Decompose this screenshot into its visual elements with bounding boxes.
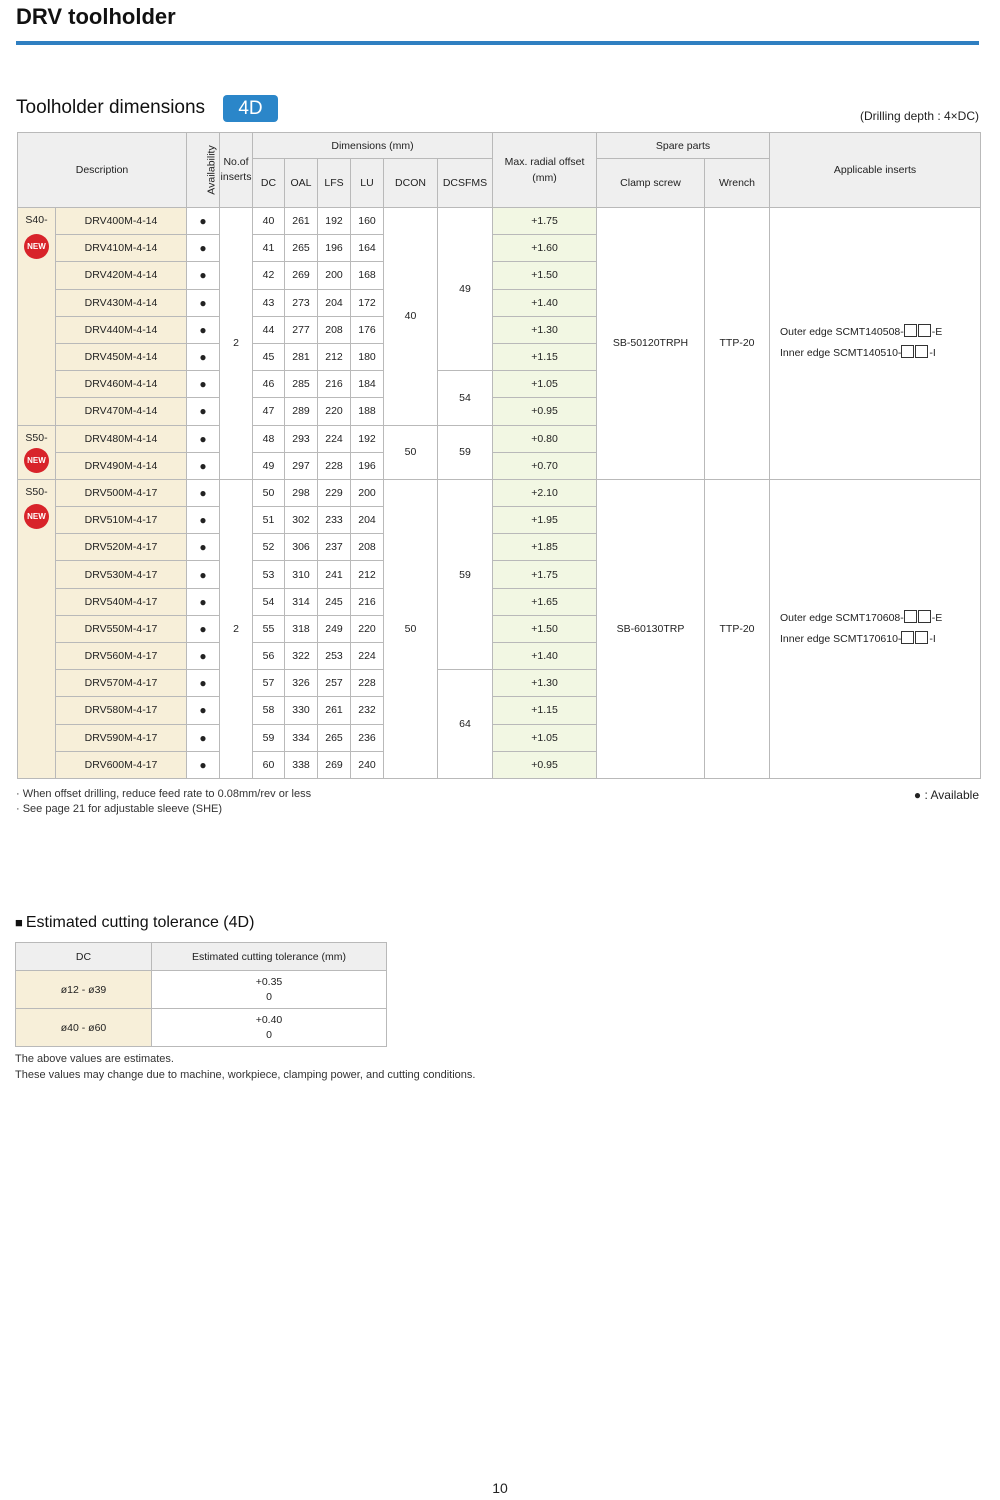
dcon-cell: 50 [384,425,438,479]
lu-cell: 208 [351,534,384,561]
new-badge: NEW [24,234,49,259]
table-row [16,1009,387,1047]
availability-dot: ● [187,343,220,370]
shank-group-s40: S40- NEW [18,208,56,426]
header-lu: LU [351,159,384,208]
lu-cell: 224 [351,643,384,670]
availability-dot: ● [187,452,220,479]
dc-cell: 46 [253,371,285,398]
oal-cell: 297 [285,452,318,479]
header-applicable-inserts: Applicable inserts [770,133,981,208]
oal-cell: 326 [285,670,318,697]
availability-dot: ● [187,479,220,506]
shank-group-s50: S50- NEW [18,425,56,479]
clamp-screw-cell: SB-60130TRP [597,479,705,778]
lfs-cell: 204 [318,289,351,316]
dc-cell: 57 [253,670,285,697]
dcsfms-cell: 54 [438,371,493,425]
inner-edge-insert: Inner edge SCMT170610- -I [780,632,936,645]
availability-dot: ● [187,724,220,751]
offset-cell: +0.95 [493,751,597,778]
lfs-cell: 237 [318,534,351,561]
placeholder-box-icon [904,324,917,337]
dcsfms-cell: 49 [438,208,493,371]
oal-cell: 277 [285,316,318,343]
square-bullet-icon: ■ [15,915,23,930]
offset-cell: +1.65 [493,588,597,615]
title-divider [16,41,979,45]
lfs-cell: 229 [318,479,351,506]
footnote-adjustable-sleeve: · See page 21 for adjustable sleeve (SHE) [16,803,223,815]
dc-cell: 55 [253,615,285,642]
header-oal: OAL [285,159,318,208]
placeholder-box-icon [918,324,931,337]
header-dcsfms: DCSFMS [438,159,493,208]
availability-dot: ● [187,289,220,316]
dc-cell: 59 [253,724,285,751]
footnote-offset-drilling: · When offset drilling, reduce feed rate to 0.08mm/rev or less [16,788,312,800]
description-cell: DRV500M-4-17 [56,479,187,506]
lfs-cell: 228 [318,452,351,479]
availability-dot: ● [187,561,220,588]
header-availability: Availability [187,133,220,208]
dc-cell: 58 [253,697,285,724]
offset-cell: +1.95 [493,507,597,534]
wrench-cell: TTP-20 [705,208,770,480]
lfs-cell: 265 [318,724,351,751]
clamp-screw-cell: SB-50120TRPH [597,208,705,480]
description-cell: DRV590M-4-17 [56,724,187,751]
dcsfms-cell: 59 [438,425,493,479]
dc-cell: 51 [253,507,285,534]
drilling-depth-note: (Drilling depth : 4×DC) [859,109,979,123]
oal-cell: 338 [285,751,318,778]
availability-dot: ● [187,643,220,670]
dc-cell: 42 [253,262,285,289]
offset-cell: +1.05 [493,724,597,751]
lu-cell: 188 [351,398,384,425]
description-cell: DRV560M-4-17 [56,643,187,670]
description-cell: DRV600M-4-17 [56,751,187,778]
placeholder-box-icon [904,610,917,623]
availability-legend: ● : Available [913,788,979,802]
placeholder-box-icon [901,631,914,644]
placeholder-box-icon [901,345,914,358]
offset-cell: +2.10 [493,479,597,506]
offset-cell: +1.40 [493,643,597,670]
description-cell: DRV420M-4-14 [56,262,187,289]
new-badge: NEW [24,504,49,529]
header-tolerance: Estimated cutting tolerance (mm) [152,943,387,971]
availability-dot: ● [187,751,220,778]
availability-dot: ● [187,398,220,425]
oal-cell: 289 [285,398,318,425]
oal-cell: 261 [285,208,318,235]
description-cell: DRV430M-4-14 [56,289,187,316]
page-number: 10 [492,1480,508,1496]
offset-cell: +1.05 [493,371,597,398]
offset-cell: +1.60 [493,235,597,262]
dc-cell: 52 [253,534,285,561]
oal-cell: 298 [285,479,318,506]
dc-cell: 43 [253,289,285,316]
header-dimensions: Dimensions (mm) [253,133,493,159]
lfs-cell: 253 [318,643,351,670]
estimate-note: The above values are estimates. [15,1053,174,1065]
dc-cell: 50 [253,479,285,506]
lfs-cell: 212 [318,343,351,370]
lu-cell: 184 [351,371,384,398]
offset-cell: +1.50 [493,615,597,642]
oal-cell: 322 [285,643,318,670]
outer-edge-insert: Outer edge SCMT170608- -E [780,611,943,624]
offset-cell: +0.70 [493,452,597,479]
lfs-cell: 241 [318,561,351,588]
dc-cell: 44 [253,316,285,343]
offset-cell: +1.85 [493,534,597,561]
placeholder-box-icon [915,631,928,644]
lu-cell: 192 [351,425,384,452]
lfs-cell: 208 [318,316,351,343]
oal-cell: 334 [285,724,318,751]
lu-cell: 180 [351,343,384,370]
description-cell: DRV570M-4-17 [56,670,187,697]
dcsfms-cell: 64 [438,670,493,779]
dc-cell: 48 [253,425,285,452]
lu-cell: 236 [351,724,384,751]
lu-cell: 172 [351,289,384,316]
placeholder-box-icon [915,345,928,358]
oal-cell: 310 [285,561,318,588]
lu-cell: 204 [351,507,384,534]
lu-cell: 216 [351,588,384,615]
wrench-cell: TTP-20 [705,479,770,778]
offset-cell: +1.50 [493,262,597,289]
oal-cell: 265 [285,235,318,262]
lfs-cell: 249 [318,615,351,642]
availability-dot: ● [187,371,220,398]
header-wrench: Wrench [705,159,770,208]
dc-cell: 47 [253,398,285,425]
estimated-tolerance-title: ■ Estimated cutting tolerance (4D) [15,914,255,931]
offset-cell: +1.15 [493,343,597,370]
inner-edge-insert: Inner edge SCMT140510- -I [780,347,936,360]
applicable-inserts-cell [770,208,981,480]
lfs-cell: 220 [318,398,351,425]
header-dc: DC [16,943,152,971]
dcon-cell: 40 [384,208,438,426]
availability-dot: ● [187,697,220,724]
lu-cell: 200 [351,479,384,506]
shank-group-s50-17: S50- NEW [18,479,56,778]
header-max-radial-offset: Max. radial offset (mm) [493,133,597,208]
dc-cell: 54 [253,588,285,615]
oal-cell: 330 [285,697,318,724]
header-clamp-screw: Clamp screw [597,159,705,208]
header-description: Description [18,133,187,208]
lu-cell: 232 [351,697,384,724]
lfs-cell: 257 [318,670,351,697]
dc-cell: 60 [253,751,285,778]
description-cell: DRV450M-4-14 [56,343,187,370]
availability-dot: ● [187,588,220,615]
dc-cell: 49 [253,452,285,479]
oal-cell: 318 [285,615,318,642]
offset-cell: +1.75 [493,208,597,235]
lu-cell: 164 [351,235,384,262]
dc-cell: 41 [253,235,285,262]
header-lfs: LFS [318,159,351,208]
offset-cell: +0.95 [493,398,597,425]
tolerance-cell: +0.40 0 [152,1009,387,1047]
dc-cell: 56 [253,643,285,670]
lfs-cell: 224 [318,425,351,452]
dc-cell: 53 [253,561,285,588]
oal-cell: 273 [285,289,318,316]
availability-dot: ● [187,507,220,534]
description-cell: DRV440M-4-14 [56,316,187,343]
new-badge: NEW [24,448,49,473]
page-title: DRV toolholder [16,4,176,29]
lu-cell: 176 [351,316,384,343]
description-cell: DRV580M-4-17 [56,697,187,724]
tolerance-cell: +0.35 0 [152,971,387,1009]
lu-cell: 240 [351,751,384,778]
availability-dot: ● [187,235,220,262]
header-spare-parts: Spare parts [597,133,770,159]
oal-cell: 302 [285,507,318,534]
section-title: Toolholder dimensions [16,97,206,118]
description-cell: DRV410M-4-14 [56,235,187,262]
lfs-cell: 245 [318,588,351,615]
lfs-cell: 216 [318,371,351,398]
oal-cell: 293 [285,425,318,452]
availability-dot: ● [187,262,220,289]
description-cell: DRV470M-4-14 [56,398,187,425]
lfs-cell: 200 [318,262,351,289]
description-cell: DRV460M-4-14 [56,371,187,398]
offset-cell: +1.75 [493,561,597,588]
lfs-cell: 192 [318,208,351,235]
lu-cell: 220 [351,615,384,642]
outer-edge-insert: Outer edge SCMT140508- -E [780,326,943,339]
estimated-tolerance-table [15,942,387,1047]
offset-cell: +1.30 [493,670,597,697]
dc-cell: 40 [253,208,285,235]
header-dcon: DCON [384,159,438,208]
depth-badge: 4D [223,95,278,122]
lfs-cell: 233 [318,507,351,534]
offset-cell: +1.40 [493,289,597,316]
lu-cell: 212 [351,561,384,588]
oal-cell: 269 [285,262,318,289]
inserts-count: 2 [220,208,253,480]
lfs-cell: 261 [318,697,351,724]
toolholder-dimensions-table [17,132,981,779]
description-cell: DRV550M-4-17 [56,615,187,642]
availability-dot: ● [187,208,220,235]
offset-cell: +1.30 [493,316,597,343]
lu-cell: 160 [351,208,384,235]
table-row [16,971,387,1009]
lu-cell: 228 [351,670,384,697]
applicable-inserts-cell [770,479,981,778]
lfs-cell: 269 [318,751,351,778]
availability-dot: ● [187,534,220,561]
offset-cell: +1.15 [493,697,597,724]
oal-cell: 314 [285,588,318,615]
lu-cell: 196 [351,452,384,479]
description-cell: DRV540M-4-17 [56,588,187,615]
description-cell: DRV520M-4-17 [56,534,187,561]
oal-cell: 285 [285,371,318,398]
availability-dot: ● [187,615,220,642]
description-cell: DRV490M-4-14 [56,452,187,479]
table-row [18,208,981,235]
oal-cell: 306 [285,534,318,561]
description-cell: DRV480M-4-14 [56,425,187,452]
dc-cell: 45 [253,343,285,370]
placeholder-box-icon [918,610,931,623]
inserts-count: 2 [220,479,253,778]
availability-dot: ● [187,425,220,452]
lu-cell: 168 [351,262,384,289]
oal-cell: 281 [285,343,318,370]
dc-range-cell: ø12 - ø39 [16,971,152,1009]
availability-dot: ● [187,316,220,343]
estimate-note: These values may change due to machine, workpiece, clamping power, and cutting conditions. [15,1069,476,1081]
offset-cell: +0.80 [493,425,597,452]
availability-dot: ● [187,670,220,697]
lfs-cell: 196 [318,235,351,262]
description-cell: DRV530M-4-17 [56,561,187,588]
dcon-cell: 50 [384,479,438,778]
table-row [18,479,981,506]
description-cell: DRV510M-4-17 [56,507,187,534]
header-dc: DC [253,159,285,208]
dcsfms-cell: 59 [438,479,493,669]
description-cell: DRV400M-4-14 [56,208,187,235]
header-no-of-inserts: No.of inserts [220,133,253,208]
dc-range-cell: ø40 - ø60 [16,1009,152,1047]
